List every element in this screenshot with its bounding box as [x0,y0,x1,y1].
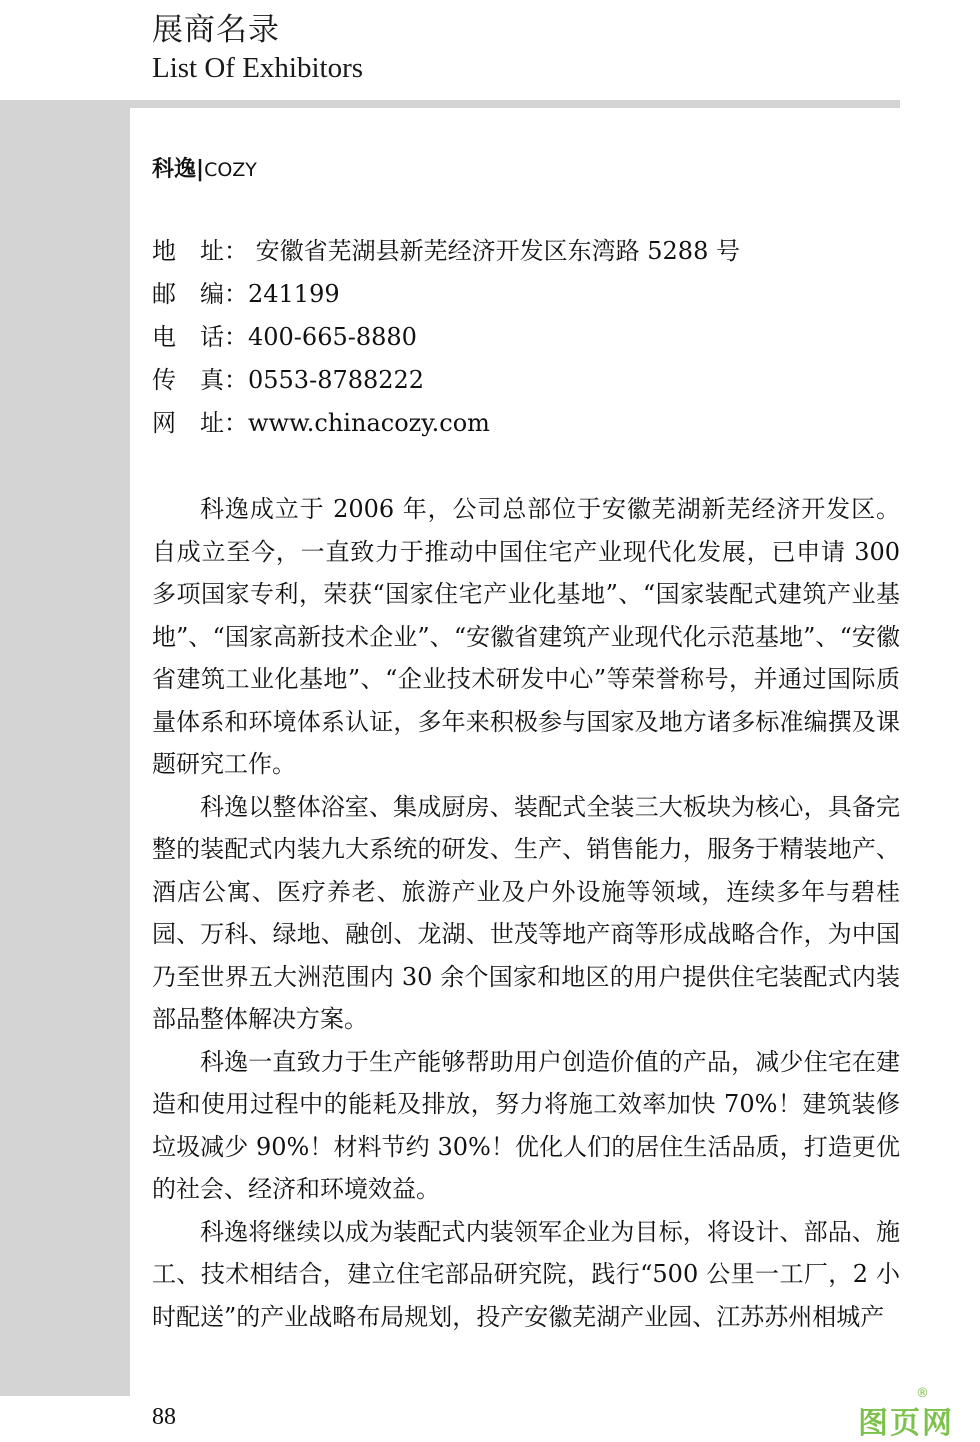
company-name-separator: | [196,157,205,182]
paragraph: 科逸一直致力于生产能够帮助用户创造价值的产品，减少住宅在建造和使用过程中的能耗及排放，努力将施工效率加快 70%！建筑装修垃圾减少 90%！材料节约 30%！优化人们的居住生活品质，打造更优的社会、经济和环境效益。 [152,1047,900,1203]
contact-label: 电 话： [152,323,248,351]
contact-label: 传 真： [152,366,248,394]
page-header [152,10,363,86]
page-number: 88 [152,1404,176,1430]
header-title-en: List Of Exhibitors [152,52,364,84]
contact-phone [152,316,892,359]
header-title-cn: 展商名录 [152,12,280,48]
company-name-en: COZY [204,159,257,181]
contact-website [152,402,892,445]
watermark-logo [858,1386,954,1442]
contact-value: 安徽省芜湖县新芜经济开发区东湾路 5288 号 [248,237,740,265]
contact-fax [152,359,892,402]
contact-address [152,230,892,273]
paragraph: 科逸以整体浴室、集成厨房、装配式全装三大板块为核心，具备完整的装配式内装九大系统的研发、生产、销售能力，服务于精装地产、酒店公寓、医疗养老、旅游产业及户外设施等领域，连续多年与碧桂园、万科、绿地、融创、龙湖、世茂等地产商等形成战略合作，为中国乃至世界五大洲范围内 30 余个国家和地区的用户提供住宅装配式内装部品整体解决方案。 [152,792,900,1033]
contact-postcode [152,273,892,316]
header-rule [0,100,900,108]
watermark-text: 图页网 [858,1406,954,1441]
contact-list [152,230,892,445]
registered-mark: ® [916,1386,931,1401]
contact-label: 邮 编： [152,280,248,308]
company-description [152,488,900,1338]
contact-value: 0553-8788222 [248,366,425,394]
paragraph: 科逸将继续以成为装配式内装领军企业为目标，将设计、部品、施工、技术相结合，建立住宅部品研究院，践行“500 公里一工厂，2 小时配送”的产业战略布局规划，投产安徽芜湖产业园、江苏苏州相城产 [152,1217,900,1331]
company-name-cn: 科逸 [152,157,197,182]
contact-value: www.chinacozy.com [248,409,490,437]
contact-label: 网 址： [152,409,248,437]
company-name [152,152,257,183]
contact-value: 400-665-8880 [248,323,417,351]
contact-value: 241199 [248,280,340,308]
paragraph: 科逸成立于 2006 年，公司总部位于安徽芜湖新芜经济开发区。自成立至今，一直致力于推动中国住宅产业现代化发展，已申请 300 多项国家专利，荣获“国家住宅产业化基地”、“国家装配式建筑产业基地”、“国家高新技术企业”、“安徽省建筑产业现代化示范基地”、“安徽省建筑工业化基地”、“企业技术研发中心”等荣誉称号，并通过国际质量体系和环境体系认证，多年来积极参与国家及地方诸多标准编撰及课题研究工作。 [152,495,900,778]
contact-label: 地 址： [152,237,248,265]
side-band [0,100,130,1396]
